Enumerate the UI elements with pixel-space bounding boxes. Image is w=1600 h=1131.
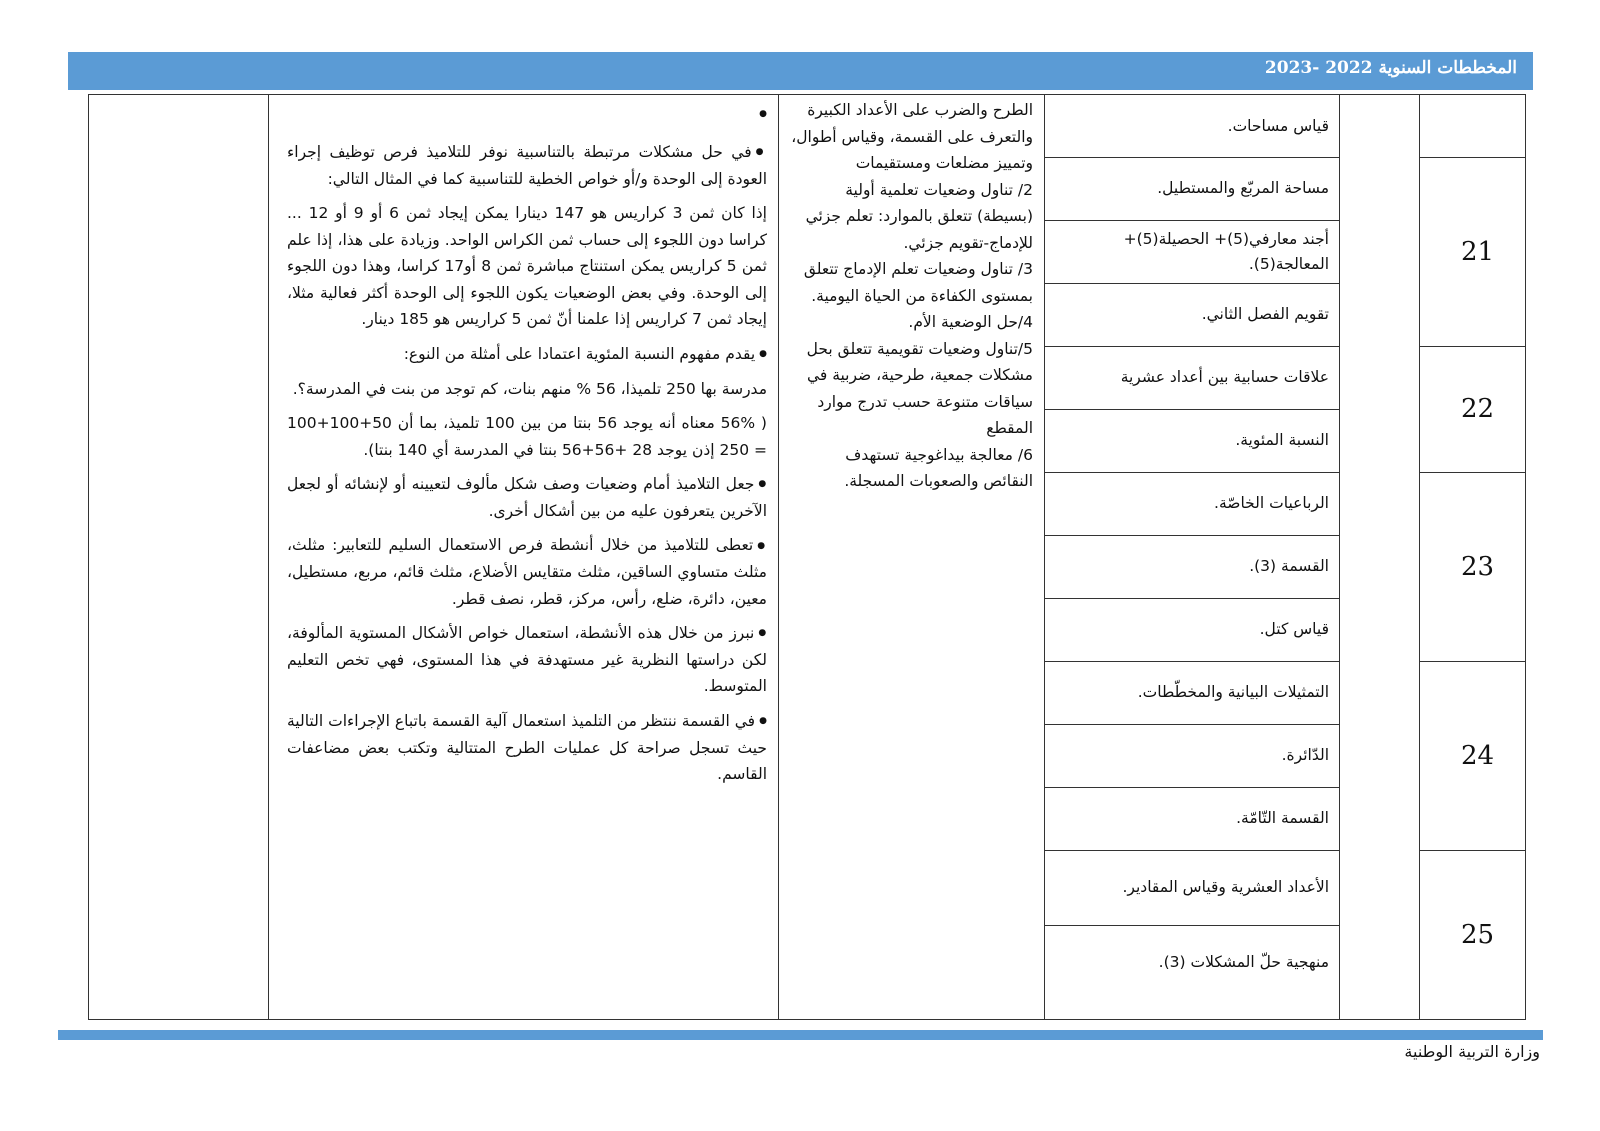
- week-number: 21: [1460, 236, 1495, 267]
- topic-cell: [1045, 157, 1339, 220]
- footer-ministry: وزارة التربية الوطنية: [1404, 1042, 1540, 1061]
- note-item: ● تعطى للتلاميذ من خلال أنشطة فرص الاستعمال السليم للتعابير: مثلث، مثلث متساوي الساقين، مثلث متقايس الأضلاع، مثلث قائم، مربع، مستطيل، معين، دائرة، ضلع، رأس، مركز، قطر، نصف قطر.: [287, 532, 767, 612]
- step-text: 4/حل الوضعية الأم.: [908, 313, 1033, 331]
- topic-cell: [1045, 220, 1339, 283]
- topic-text: قياس كتل.: [1259, 620, 1329, 638]
- topic-cell: [1045, 724, 1339, 787]
- topic-text: علاقات حسابية بين أعداد عشرية: [1120, 368, 1329, 386]
- topic-text: منهجية حلّ المشكلات (3).: [1158, 953, 1329, 971]
- topic-cell: [1045, 409, 1339, 472]
- step-text: 3/ تناول وضعيات تعلم الإدماج تتعلق بمستوى الكفاءة من الحياة اليومية.: [803, 260, 1033, 305]
- topic-text: الأعداد العشرية وقياس المقادير.: [1122, 878, 1329, 896]
- step-text: 5/تناول وضعيات تقويمية تتعلق بحل مشكلات جمعية، طرحية، ضربية في سياقات متنوعة حسب تدرج موارد المقطع: [806, 339, 1033, 437]
- week-number: 22: [1460, 394, 1495, 424]
- topic-text: تقويم الفصل الثاني.: [1201, 305, 1329, 323]
- topic-cell: [1045, 346, 1339, 409]
- plan-table: [88, 94, 1526, 1020]
- header-title: المخططات السنوية 2022 -2023: [1264, 58, 1517, 78]
- topic-text: النسبة المئوية.: [1235, 431, 1329, 449]
- topic-cell: [1045, 283, 1339, 346]
- week-number: 24: [1460, 740, 1495, 771]
- week-number: 23: [1460, 551, 1495, 582]
- step-text: الطرح والضرب على الأعداد الكبيرة والتعرف على القسمة، وقياس أطوال، وتمييز مضلعات ومستقيمات: [791, 101, 1033, 172]
- step-text: 6/ معالجة بيداغوجية تستهدف النقائص والصعوبات المسجلة.: [844, 445, 1033, 490]
- week-number: 25: [1460, 920, 1495, 950]
- topic-cell: [1045, 598, 1339, 661]
- topic-text: أجند معارفي(5)+ الحصيلة(5)+ المعالجة(5).: [1123, 229, 1329, 273]
- note-paragraph: ( 56% معناه أنه يوجد 56 بنتا من بين 100 تلميذ، بما أن 50+100+100 = 250 إذن يوجد 28 +56+56 بنتا في المدرسة أي 140 بنتا).: [287, 414, 767, 459]
- header-bar: [68, 52, 1533, 90]
- topic-text: القسمة (3).: [1249, 557, 1329, 575]
- topic-text: الرباعيات الخاصّة.: [1214, 494, 1329, 512]
- note-paragraph: مدرسة بها 250 تلميذا، 56 % منهم بنات، كم توجد من بنت في المدرسة؟.: [292, 379, 767, 398]
- notes-column: [269, 95, 779, 1021]
- topic-text: التمثيلات البيانية والمخطّطات.: [1137, 683, 1329, 701]
- topic-cell: [1045, 787, 1339, 850]
- topic-cell: [1045, 535, 1339, 598]
- week-cell: [1429, 95, 1526, 157]
- note-item: ● نبرز من خلال هذه الأنشطة، استعمال خواص الأشكال المستوية المألوفة، لكن دراستها النظرية غير مستهدفة في هذا المستوى، فهي تخص التعليم المتوسط.: [287, 620, 767, 700]
- topic-text: مساحة المربّع والمستطيل.: [1157, 179, 1329, 197]
- note-paragraph: إذا كان ثمن 3 كراريس هو 147 دينارا يمكن إيجاد ثمن 6 أو 9 أو 12 ... كراسا دون اللجوء إلى حساب ثمن الكراس الواحد. وزيادة على هذا، إذا علم ثمن 5 كراريس يمكن استنتاج مباشرة ثمن 8 أو17 كراسا، وهذا دون اللجوء إلى الوحدة. وفي بعض الوضعيات يكون اللجوء إلى الوحدة أكثر فعالية مثلا، إيجاد ثمن 7 كراريس إذا علمنا أنّ ثمن 5 كراريس هو 185 دينار.: [287, 204, 767, 329]
- column-divider: [1419, 95, 1420, 1019]
- step-text: 2/ تناول وضعيات تعلمية أولية (بسيطة) تتعلق بالموارد: تعلم جزئي للإدماج-تقويم جزئي.: [805, 180, 1033, 252]
- topic-cell: [1045, 95, 1339, 157]
- topic-text: الدّائرة.: [1281, 746, 1329, 764]
- steps-column: [779, 95, 1045, 1021]
- note-item: ● في حل مشكلات مرتبطة بالتناسبية نوفر للتلاميذ فرص توظيف إجراء العودة إلى الوحدة و/أو خواص الخطية للتناسبية كما في المثال التالي:: [287, 139, 767, 192]
- topic-text: قياس مساحات.: [1227, 116, 1329, 135]
- column-divider: [1339, 95, 1340, 1019]
- note-item: ● جعل التلاميذ أمام وضعيات وصف شكل مألوف لتعيينه أو لإنشائه أو لجعل الآخرين يتعرفون عليه من بين أشكال أخرى.: [287, 471, 767, 524]
- topic-cell: [1045, 661, 1339, 724]
- footer-bar: [58, 1030, 1543, 1040]
- topic-text: القسمة التّامّة.: [1236, 809, 1329, 827]
- topic-cell: [1045, 850, 1339, 925]
- topic-cell: [1045, 472, 1339, 535]
- note-item: ● يقدم مفهوم النسبة المئوية اعتمادا على أمثلة من النوع:: [287, 341, 767, 368]
- topic-cell: [1045, 925, 1339, 1000]
- note-item: ● في القسمة ننتظر من التلميذ استعمال آلية القسمة باتباع الإجراءات التالية حيث تسجل صراحة كل عمليات الطرح المتتالية وتكتب بعض مضاعفات القاسم.: [287, 708, 767, 788]
- note-item: [287, 101, 767, 131]
